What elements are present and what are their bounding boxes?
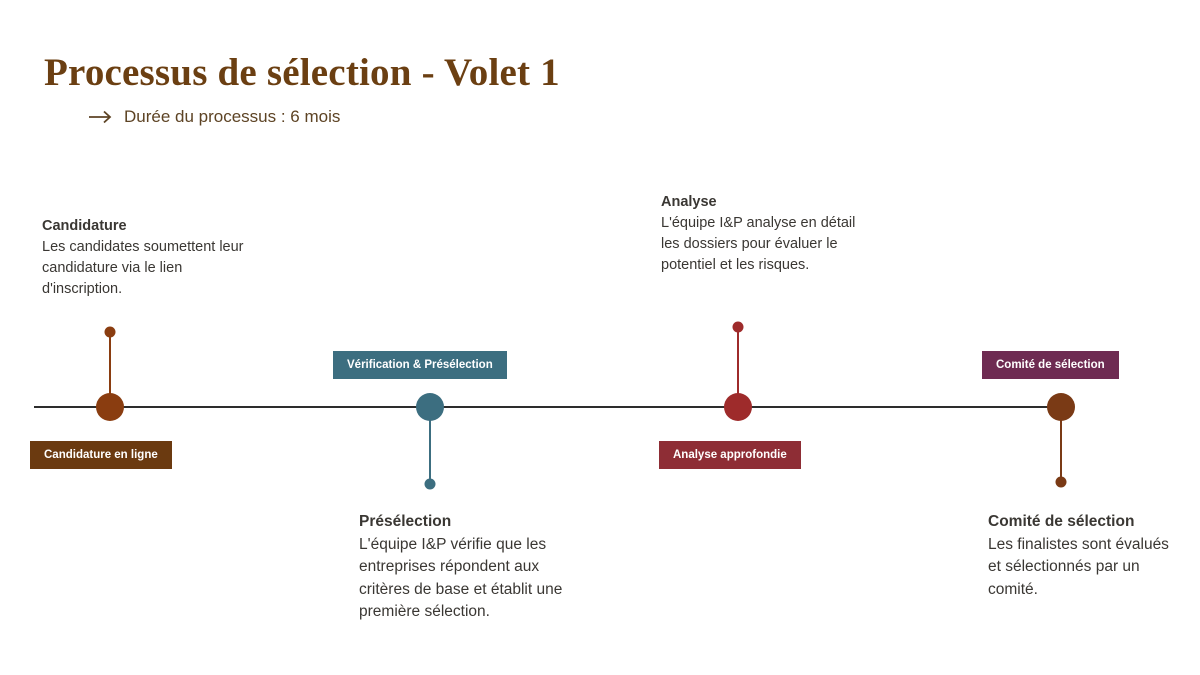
chip-verification-preselection[interactable]: Vérification & Présélection: [333, 351, 507, 379]
arrow-right-icon: [88, 109, 114, 125]
desc-candidature: [42, 218, 257, 300]
desc-title-analyse: Analyse: [661, 194, 717, 210]
desc-title-candidature: Candidature: [42, 218, 127, 234]
stem-dot-candidature: [105, 327, 116, 338]
chip-analyse-approfondie[interactable]: Analyse approfondie: [659, 441, 801, 469]
desc-body-preselection: L'équipe I&P vérifie que les entreprises répondent aux critères de base et établit une première sélection.: [359, 536, 563, 621]
desc-title-comite: Comité de sélection: [988, 513, 1135, 530]
subtitle-text: Durée du processus : 6 mois: [124, 107, 341, 126]
desc-body-comite: Les finalistes sont évalués et sélectionnés par un comité.: [988, 536, 1169, 598]
node-preselection[interactable]: [416, 393, 444, 421]
stem-dot-analyse: [733, 322, 744, 333]
desc-title-preselection: Présélection: [359, 513, 452, 530]
node-comite[interactable]: [1047, 393, 1075, 421]
desc-body-candidature: Les candidates soumettent leur candidature via le lien d'inscription.: [42, 239, 244, 298]
stem-dot-preselection: [425, 479, 436, 490]
chip-comite-de-selection[interactable]: Comité de sélection: [982, 351, 1119, 379]
node-candidature[interactable]: [96, 393, 124, 421]
desc-body-analyse: L'équipe I&P analyse en détail les dossiers pour évaluer le potentiel et les risques.: [661, 215, 856, 274]
desc-preselection: [359, 513, 574, 624]
desc-comite: [988, 513, 1173, 601]
timeline-axis: [34, 406, 1062, 408]
subtitle-row: [88, 107, 340, 127]
page-title: Processus de sélection - Volet 1: [44, 51, 560, 94]
desc-analyse: [661, 194, 856, 276]
stem-dot-comite: [1056, 477, 1067, 488]
node-analyse[interactable]: [724, 393, 752, 421]
chip-candidature-en-ligne[interactable]: Candidature en ligne: [30, 441, 172, 469]
